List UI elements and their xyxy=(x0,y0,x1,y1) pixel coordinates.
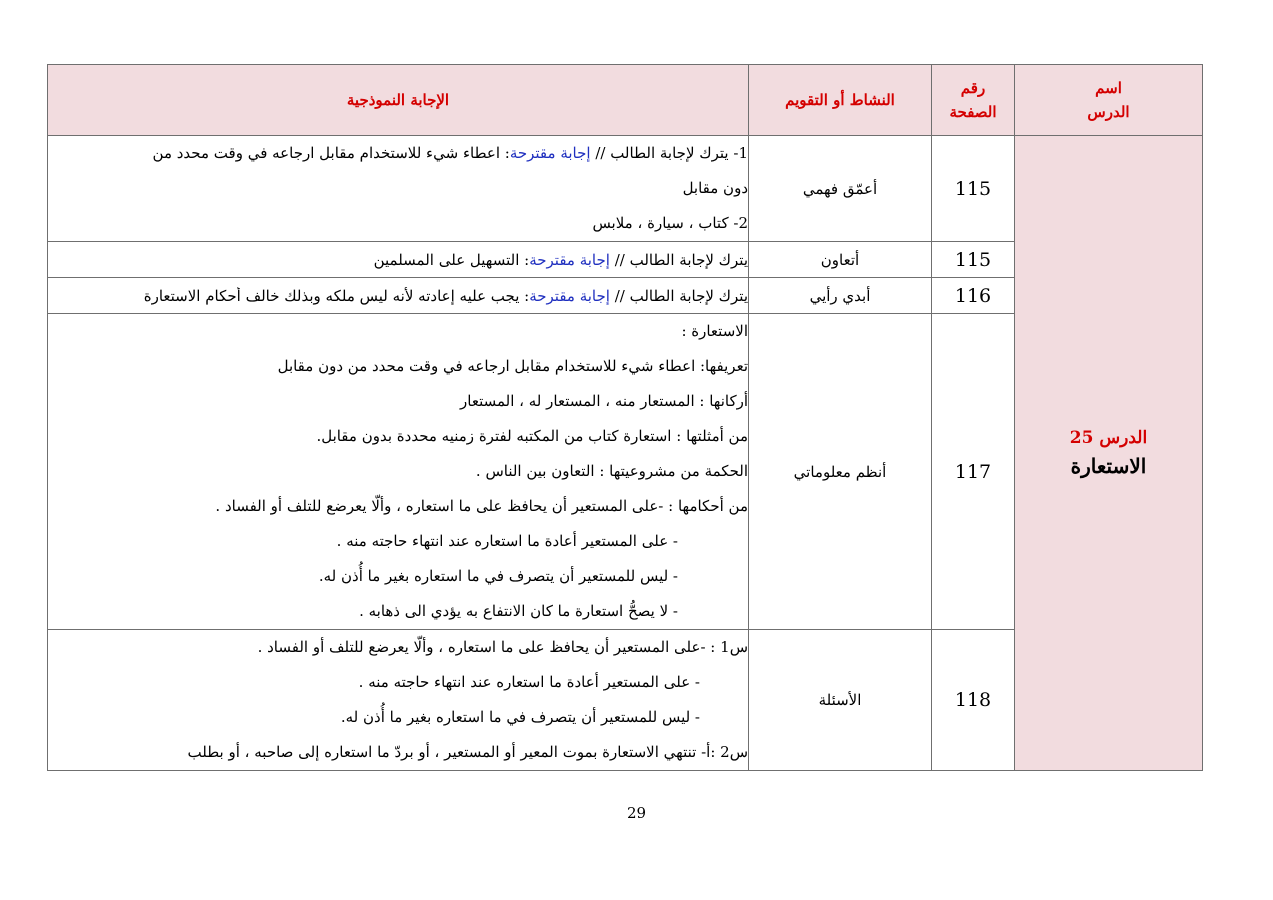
answer-cell xyxy=(48,242,749,278)
answer-line: - لا يصحُّ استعارة ما كان الانتفاع به يؤدي الى ذهابه . xyxy=(359,602,678,620)
page-number-cell: 116 xyxy=(932,278,1015,314)
lesson-number: الدرس 25 xyxy=(1069,428,1148,449)
header-activity: النشاط أو التقويم xyxy=(749,65,932,136)
answer-cell xyxy=(48,314,749,630)
activity-cell: أبدي رأيي xyxy=(749,278,932,314)
page-number-cell: 115 xyxy=(932,136,1015,242)
answer-line: س1 : -على المستعير أن يحافظ على ما استعاره ، وألّا يعرضع للتلف أو الفساد . xyxy=(257,638,748,656)
activity-cell: أنظم معلوماتي xyxy=(749,314,932,630)
answer-cell xyxy=(48,278,749,314)
suggested-answer-label: إجابة مقترحة xyxy=(529,250,610,269)
activity-cell: أتعاون xyxy=(749,242,932,278)
answer-line: - ليس للمستعير أن يتصرف في ما استعاره بغير ما أُذن له. xyxy=(340,708,700,726)
answer-line: يترك لإجابة الطالب // إجابة مقترحة: التسهيل على المسلمين xyxy=(373,250,748,269)
answer-line: - ليس للمستعير أن يتصرف في ما استعاره بغير ما أُذن له. xyxy=(318,567,678,585)
answer-line: يترك لإجابة الطالب // إجابة مقترحة: يجب عليه إعادته لأنه ليس ملكه وبذلك خالف أحكام الاستعارة xyxy=(143,286,748,305)
page-number: 29 xyxy=(626,804,647,822)
page-number-cell: 118 xyxy=(932,630,1015,771)
answer-line: - على المستعير أعادة ما استعاره عند انتهاء حاجته منه . xyxy=(358,673,700,691)
answer-line: من أحكامها : -على المستعير أن يحافظ على ما استعاره ، وألّا يعرضع للتلف أو الفساد . xyxy=(215,497,748,515)
answer-line: الحكمة من مشروعيتها : التعاون بين الناس . xyxy=(475,462,748,480)
answer-cell xyxy=(48,136,749,242)
answer-line: الاستعارة : xyxy=(681,322,748,340)
answer-line: س2 :أ- تنتهي الاستعارة بموت المعير أو المستعير ، أو بردّ ما استعاره إلى صاحبه ، أو بطلب xyxy=(187,743,748,761)
header-row xyxy=(48,65,1203,136)
table-row xyxy=(48,136,1203,242)
answer-line: - على المستعير أعادة ما استعاره عند انتهاء حاجته منه . xyxy=(336,532,678,550)
header-lesson-name: اسم الدرس xyxy=(1015,65,1203,136)
answer-line: من أمثلتها : استعارة كتاب من المكتبه لفترة زمنيه محددة بدون مقابل. xyxy=(316,427,748,445)
header-model-answer: الإجابة النموذجية xyxy=(48,65,749,136)
answer-line: تعريفها: اعطاء شيء للاستخدام مقابل ارجاعه في وقت محدد من دون مقابل xyxy=(277,357,748,375)
answer-line: 2- كتاب ، سيارة ، ملابس xyxy=(592,214,748,232)
activity-cell: الأسئلة xyxy=(749,630,932,771)
answer-line: أركانها : المستعار منه ، المستعار له ، المستعار xyxy=(460,392,748,410)
answer-line: 1- يترك لإجابة الطالب // إجابة مقترحة: اعطاء شيء للاستخدام مقابل ارجاعه في وقت محدد من xyxy=(152,144,748,162)
lesson-title: الاستعارة xyxy=(1070,453,1147,478)
suggested-answer-label: إجابة مقترحة xyxy=(509,144,591,162)
answer-line: دون مقابل xyxy=(682,179,748,197)
answer-cell xyxy=(48,630,749,771)
page-number-cell: 117 xyxy=(932,314,1015,630)
header-page-number: رقم الصفحة xyxy=(932,65,1015,136)
lesson-name-cell xyxy=(1015,136,1203,771)
page-number-cell: 115 xyxy=(932,242,1015,278)
activity-cell: أعمّق فهمي xyxy=(749,136,932,242)
lesson-table xyxy=(47,64,1203,771)
suggested-answer-label: إجابة مقترحة xyxy=(529,286,610,305)
